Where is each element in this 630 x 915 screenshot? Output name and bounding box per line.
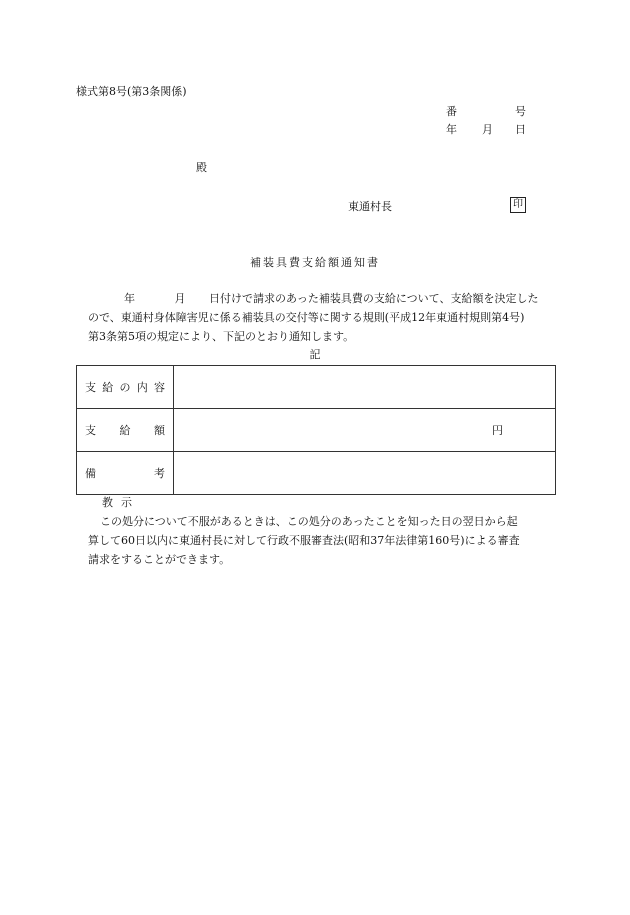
notice-line-1: この処分について不服があるときは、この処分のあったことを知った日の翌日から起 xyxy=(100,515,518,528)
label-char: の xyxy=(119,381,131,394)
label-char: 考 xyxy=(154,467,165,480)
notice-line-2: 算して60日以内に東通村長に対して行政不服審査法(昭和37年法律第160号)による審査 xyxy=(88,534,520,547)
detail-table xyxy=(76,365,556,495)
row-value-amount: 円 xyxy=(174,409,556,452)
table-row xyxy=(77,409,556,452)
label-char: 給 xyxy=(102,381,114,394)
table-row xyxy=(77,452,556,495)
document-title: 補装具費支給額通知書 xyxy=(250,256,380,269)
date-day-label: 日 xyxy=(515,123,526,136)
label-char: 内 xyxy=(136,381,148,394)
row-label-remarks xyxy=(77,452,174,495)
body-month-label: 月 xyxy=(174,292,186,305)
row-label-content xyxy=(77,366,174,409)
label-char: 支 xyxy=(85,381,96,394)
addressee-suffix: 殿 xyxy=(196,161,207,174)
issuer-name: 東通村長 xyxy=(348,200,392,213)
body-line-2: ので、東通村身体障害児に係る補装具の交付等に関する規則(平成12年東通村規則第4号) xyxy=(88,311,525,324)
label-char: 備 xyxy=(85,467,96,480)
body-line-1 xyxy=(124,292,538,306)
row-value-content xyxy=(174,366,556,409)
form-number-label: 様式第8号(第3条関係) xyxy=(76,85,187,98)
label-char: 支 xyxy=(85,424,96,437)
table-row xyxy=(77,366,556,409)
row-value-remarks xyxy=(174,452,556,495)
seal-stamp-box: 印 xyxy=(510,197,526,213)
body-year-label: 年 xyxy=(124,292,135,305)
notice-heading: 教示 xyxy=(102,496,140,509)
document-number-suffix: 号 xyxy=(515,105,526,118)
notice-line-3: 請求をすることができます。 xyxy=(88,553,231,566)
row-label-amount xyxy=(77,409,174,452)
date-year-label: 年 xyxy=(446,123,457,136)
label-char: 給 xyxy=(119,424,131,437)
ki-marker: 記 xyxy=(309,348,321,361)
body-line-1-text: 日付けで請求のあった補装具費の支給について、支給額を決定した xyxy=(209,292,539,305)
label-char: 容 xyxy=(154,381,165,394)
body-line-3: 第3条第5項の規定により、下記のとおり通知します。 xyxy=(88,330,355,343)
label-char: 額 xyxy=(154,424,165,437)
document-number-label: 番 xyxy=(446,105,457,118)
date-month-label: 月 xyxy=(482,123,493,136)
